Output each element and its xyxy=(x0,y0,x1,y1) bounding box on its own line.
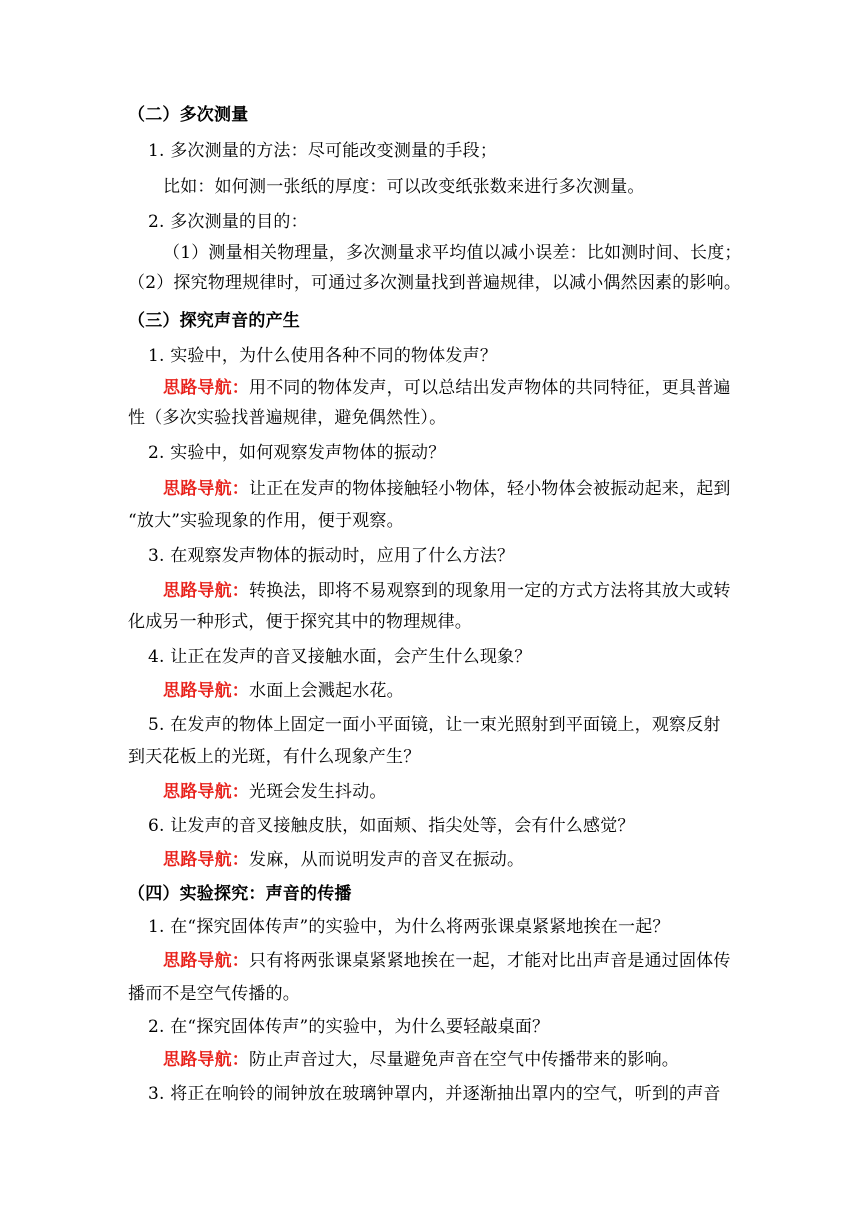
answer xyxy=(163,781,860,803)
item-number: 2. xyxy=(148,443,165,463)
question-text: 在观察发声物体的振动时，应用了什么方法？ xyxy=(170,546,515,566)
question xyxy=(148,714,860,736)
question xyxy=(148,646,860,668)
item-number: 4. xyxy=(148,647,165,667)
guide-label: 思路导航： xyxy=(163,581,249,601)
answer xyxy=(163,478,860,500)
question xyxy=(148,1016,860,1038)
question-text: 在发声的物体上固定一面小平面镜，让一束光照射到平面镜上，观察反射 xyxy=(170,715,721,735)
item-number: 2. xyxy=(148,1017,165,1037)
guide-label: 思路导航： xyxy=(163,681,249,701)
answer-text: 水面上会溅起水花。 xyxy=(249,681,404,701)
question-text: 让正在发声的音叉接触水面，会产生什么现象？ xyxy=(170,647,532,667)
answer-text: 转换法，即将不易观察到的现象用一定的方式方法将其放大或转 xyxy=(249,581,731,601)
question xyxy=(148,442,860,464)
guide-label: 思路导航： xyxy=(163,1050,249,1070)
item-number: 5. xyxy=(148,715,165,735)
item-text: 多次测量的方法：尽可能改变测量的手段； xyxy=(170,141,498,161)
item-text: 多次测量的目的： xyxy=(170,212,308,232)
answer-text: 让正在发声的物体接触轻小物体，轻小物体会被振动起来，起到 xyxy=(249,479,731,499)
guide-label: 思路导航： xyxy=(163,782,249,802)
question-text: 实验中，为什么使用各种不同的物体发声？ xyxy=(170,346,498,366)
question-text: 将正在响铃的闹钟放在玻璃钟罩内，并逐渐抽出罩内的空气，听到的声音 xyxy=(170,1084,721,1104)
list-item xyxy=(148,140,860,162)
paragraph-text: （2）探究物理规律时，可通过多次测量找到普遍规律，以减小偶然因素的影响。 xyxy=(128,273,742,293)
item-number: 3. xyxy=(148,546,165,566)
question xyxy=(148,545,860,567)
answer-continuation: 化成另一种形式，便于探究其中的物理规律。 xyxy=(128,612,472,632)
section-title: （四）实验探究：声音的传播 xyxy=(128,884,352,904)
item-number: 1. xyxy=(148,141,165,161)
item-number: 1. xyxy=(148,346,165,366)
question xyxy=(148,345,860,367)
answer-text: 只有将两张课桌紧紧地挨在一起，才能对比出声音是通过固体传 xyxy=(249,951,731,971)
section-title: （二）多次测量 xyxy=(128,105,249,125)
answer xyxy=(163,950,860,972)
answer-continuation: 播而不是空气传播的。 xyxy=(128,984,300,1004)
section-title: （三）探究声音的产生 xyxy=(128,311,300,331)
question xyxy=(148,916,860,938)
answer-text: 用不同的物体发声，可以总结出发声物体的共同特征，更具普遍 xyxy=(249,378,731,398)
guide-label: 思路导航： xyxy=(163,479,249,499)
answer-continuation: “放大”实验现象的作用，便于观察。 xyxy=(128,511,404,531)
guide-label: 思路导航： xyxy=(163,951,249,971)
question-text: 让发声的音叉接触皮肤，如面颊、指尖处等，会有什么感觉？ xyxy=(170,816,635,836)
item-number: 6. xyxy=(148,816,165,836)
answer-continuation: 性（多次实验找普遍规律，避免偶然性）。 xyxy=(128,408,447,428)
question-continuation: 到天花板上的光斑，有什么现象产生？ xyxy=(128,747,421,767)
answer-text: 发麻，从而说明发声的音叉在振动。 xyxy=(249,850,525,870)
answer xyxy=(163,1049,860,1071)
question-text: 在“探究固体传声”的实验中，为什么要轻敲桌面？ xyxy=(170,1017,550,1037)
question xyxy=(148,1083,860,1105)
answer-text: 防止声音过大，尽量避免声音在空气中传播带来的影响。 xyxy=(249,1050,679,1070)
paragraph-text: （1）测量相关物理量，多次测量求平均值以减小误差：比如测时间、长度； xyxy=(163,243,742,263)
answer xyxy=(163,377,860,399)
item-number: 2. xyxy=(148,212,165,232)
example-text: 比如：如何测一张纸的厚度：可以改变纸张数来进行多次测量。 xyxy=(163,177,645,197)
answer xyxy=(163,580,860,602)
item-number: 3. xyxy=(148,1084,165,1104)
question-text: 在“探究固体传声”的实验中，为什么将两张课桌紧紧地挨在一起？ xyxy=(170,917,670,937)
answer xyxy=(163,680,860,702)
answer xyxy=(163,849,860,871)
guide-label: 思路导航： xyxy=(163,850,249,870)
answer-text: 光斑会发生抖动。 xyxy=(249,782,387,802)
question-text: 实验中，如何观察发声物体的振动？ xyxy=(170,443,446,463)
list-item xyxy=(148,211,860,233)
guide-label: 思路导航： xyxy=(163,378,249,398)
question xyxy=(148,815,860,837)
item-number: 1. xyxy=(148,917,165,937)
